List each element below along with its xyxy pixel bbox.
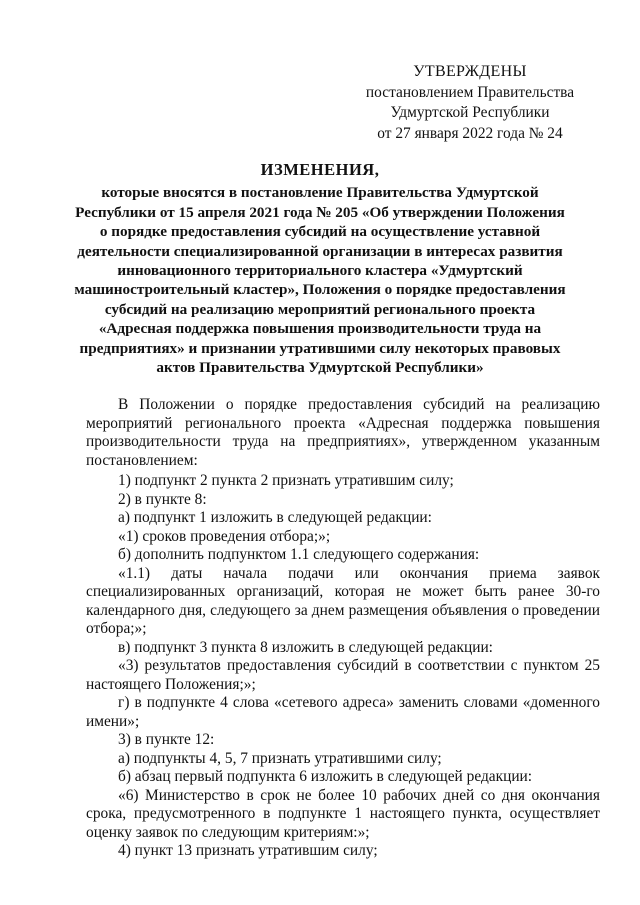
body-paragraph: 2) в пункте 8: bbox=[118, 490, 207, 508]
body-paragraph: 1) подпункт 2 пункта 2 признать утратившим силу; bbox=[118, 472, 454, 489]
body-paragraph: «3) результатов предоставления субсидий в соответствии с пунктом 25 настоящего Положения;»; bbox=[86, 657, 600, 693]
body-paragraph: 4) пункт 13 признать утратившим силу; bbox=[118, 842, 378, 859]
approval-stamp: УТВЕРЖДЕНЫ bbox=[413, 63, 527, 80]
document-heading bbox=[72, 160, 568, 377]
body-paragraph: В Положении о порядке предоставления субсидий на реализацию мероприятий регионального проекта «Адресная поддержка повышения производительности труда на предприятиях», утвержденном указанным постановлением: bbox=[86, 396, 600, 469]
body-paragraph: а) подпункт 1 изложить в следующей редакции: bbox=[118, 509, 432, 526]
approval-line-2: Удмуртской Республики bbox=[390, 104, 550, 121]
body-paragraph: «1) сроков проведения отбора;»; bbox=[118, 527, 331, 545]
heading-subtitle: которые вносятся в постановление Правительства Удмуртской Республики от 15 апреля 2021 года № 205 «Об утверждении Положения о порядке предоставления субсидий на осуществление уставной деятельности специализированной организации в интересах развития инновационного территориального кластера «Удмуртский машиностроительный кластер», Положения о порядке предоставления субсидий на реализацию мероприятий регионального проекта «Адресная поддержка повышения производительности труда на предприятиях» и признании утратившими силу некоторых правовых актов Правительства Удмуртской Республики» bbox=[74, 184, 566, 377]
approval-line-3: от 27 января 2022 года № 24 bbox=[377, 124, 563, 142]
body-paragraph: 3) в пункте 12: bbox=[118, 731, 215, 748]
heading-title: ИЗМЕНЕНИЯ, bbox=[260, 160, 380, 179]
body-paragraph: а) подпункты 4, 5, 7 признать утратившими силу; bbox=[118, 749, 442, 767]
body-paragraph: «1.1) даты начала подачи или окончания приема заявок специализированных организаций, которая не может быть ранее 30-го календарного дня, следующего за днем размещения объявления о проведении отбора;»; bbox=[86, 564, 600, 637]
body-paragraph: «6) Министерство в срок не более 10 рабочих дней со дня окончания срока, предусмотренного в подпункте 1 настоящего пункта, осуществляет оценку заявок по следующим критериям:»; bbox=[86, 786, 600, 841]
body-paragraph: в) подпункт 3 пункта 8 изложить в следующей редакции: bbox=[118, 638, 493, 656]
approval-block bbox=[365, 62, 575, 144]
body-paragraph: б) дополнить подпунктом 1.1 следующего содержания: bbox=[118, 546, 480, 563]
approval-line-1: постановлением Правительства bbox=[365, 83, 575, 101]
document-body bbox=[86, 396, 600, 861]
body-paragraph: г) в подпункте 4 слова «сетевого адреса» заменить словами «доменного имени»; bbox=[86, 694, 600, 730]
body-paragraph: б) абзац первый подпункта 6 изложить в следующей редакции: bbox=[118, 768, 533, 785]
